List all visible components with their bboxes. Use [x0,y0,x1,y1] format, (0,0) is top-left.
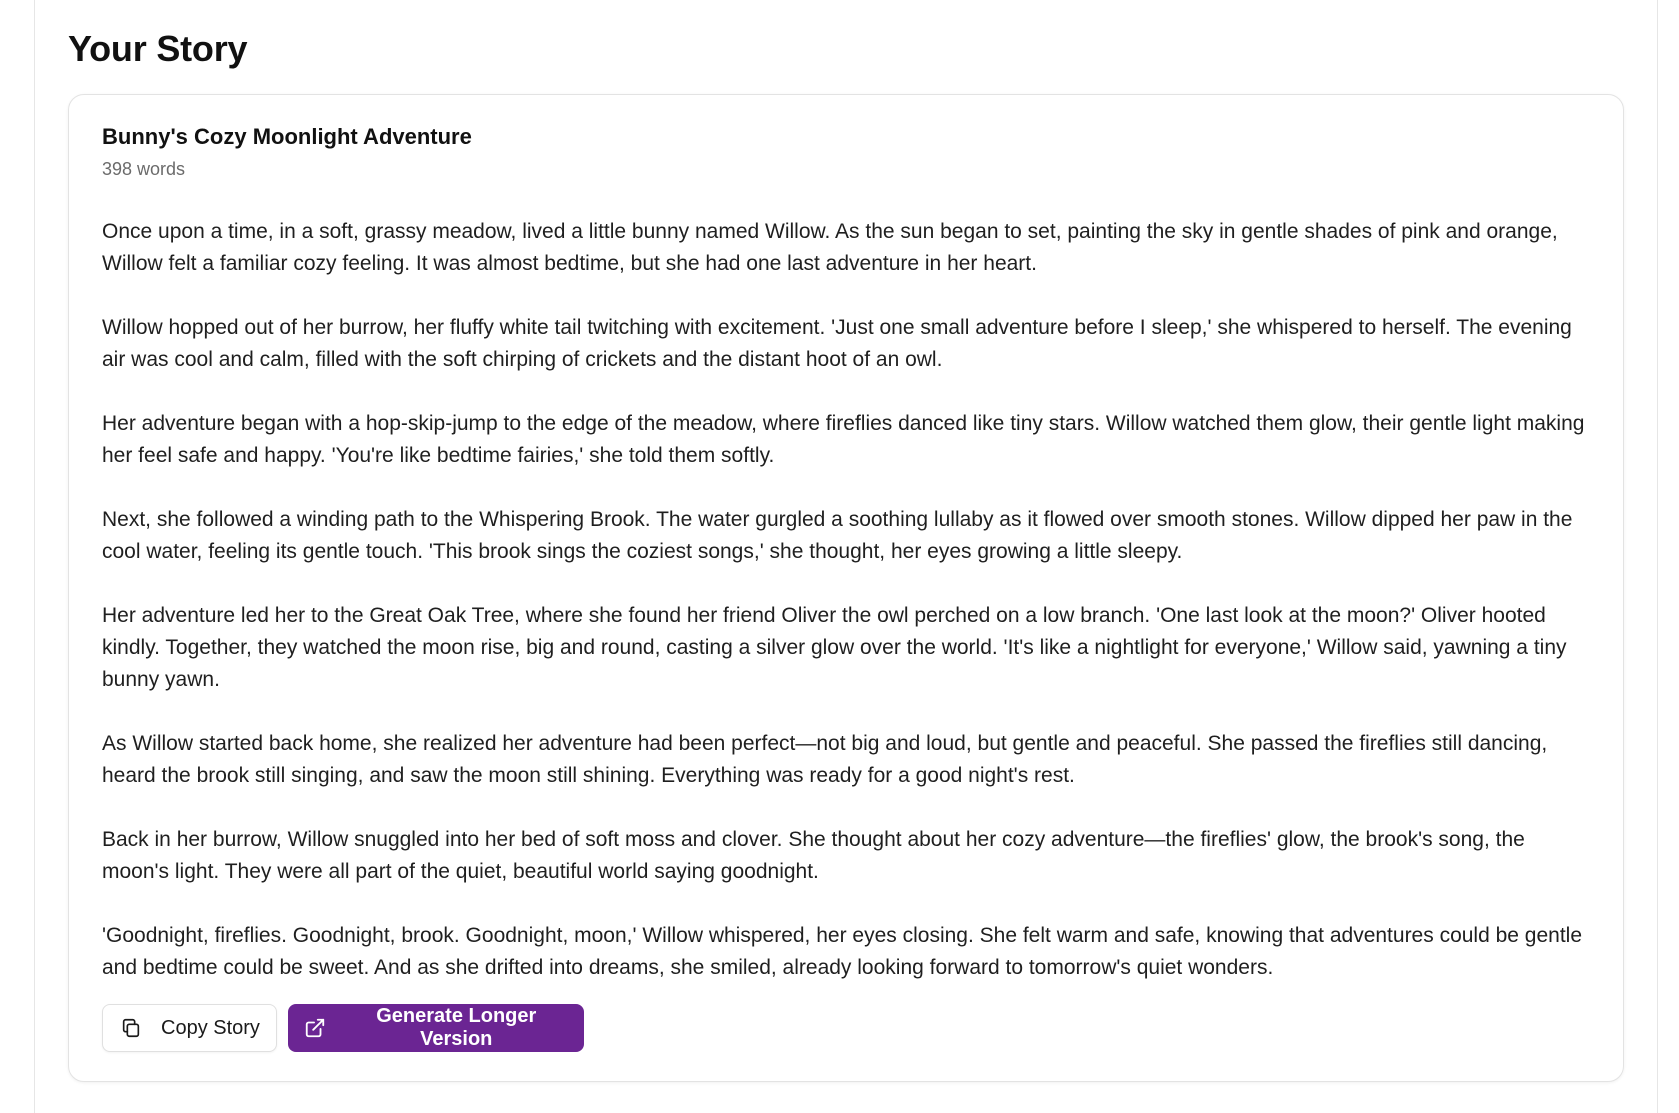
story-paragraph: Her adventure began with a hop-skip-jump to the edge of the meadow, where fireflies danced like tiny stars. Willow watched them glow, their gentle light making her feel safe and happy. 'You're like bedtime fairies,' she told them softly. [102,412,1585,467]
copy-story-button[interactable] [102,1004,277,1052]
story-paragraph: 'Goodnight, fireflies. Goodnight, brook. Goodnight, moon,' Willow whispered, her eyes closing. She felt warm and safe, knowing that adventures could be gentle and bedtime could be sweet. And as she drifted into dreams, she smiled, already looking forward to tomorrow's quiet wonders. [102,924,1583,979]
story-paragraph: Her adventure led her to the Great Oak Tree, where she found her friend Oliver the owl perched on a low branch. 'One last look at the moon?' Oliver hooted kindly. Together, they watched the moon rise, big and round, casting a silver glow over the world. 'It's like a nightlight for everyone,' Willow said, yawning a tiny bunny yawn. [102,604,1567,691]
copy-icon [119,1016,143,1040]
story-paragraph: Willow hopped out of her burrow, her fluffy white tail twitching with excitement. 'Just one small adventure before I sleep,' she whispered to herself. The evening air was cool and calm, filled with the soft chirping of crickets and the distant hoot of an owl. [102,316,1572,371]
word-count: 398 words [102,159,186,179]
external-link-icon [304,1016,327,1040]
story-card [68,94,1624,1082]
story-paragraph: Once upon a time, in a soft, grassy meadow, lived a little bunny named Willow. As the sun began to set, painting the sky in gentle shades of pink and orange, Willow felt a familiar cozy feeling. It was almost bedtime, but she had one last adventure in her heart. [102,220,1558,275]
story-panel [34,0,1658,1113]
story-paragraph: Back in her burrow, Willow snuggled into her bed of soft moss and clover. She thought about her cozy adventure—the fireflies' glow, the brook's song, the moon's light. They were all part of the quiet, beautiful world saying goodnight. [102,828,1525,883]
story-paragraph: Next, she followed a winding path to the Whispering Brook. The water gurgled a soothing lullaby as it flowed over smooth stones. Willow dipped her paw in the cool water, feeling its gentle touch. 'This brook sings the coziest songs,' she thought, her eyes growing a little sleepy. [102,508,1573,563]
story-actions [102,1004,584,1052]
copy-story-label: Copy Story [161,1016,260,1039]
story-body [102,216,1592,1016]
story-paragraph: As Willow started back home, she realized her adventure had been perfect—not big and loud, but gentle and peaceful. She passed the fireflies still dancing, heard the brook still singing, and saw the moon still shining. Everything was ready for a good night's rest. [102,732,1548,787]
generate-longer-version-label: Generate Longer Version [376,1005,537,1050]
section-title: Your Story [68,28,248,69]
generate-longer-version-button[interactable] [288,1004,584,1052]
story-title: Bunny's Cozy Moonlight Adventure [102,124,472,149]
